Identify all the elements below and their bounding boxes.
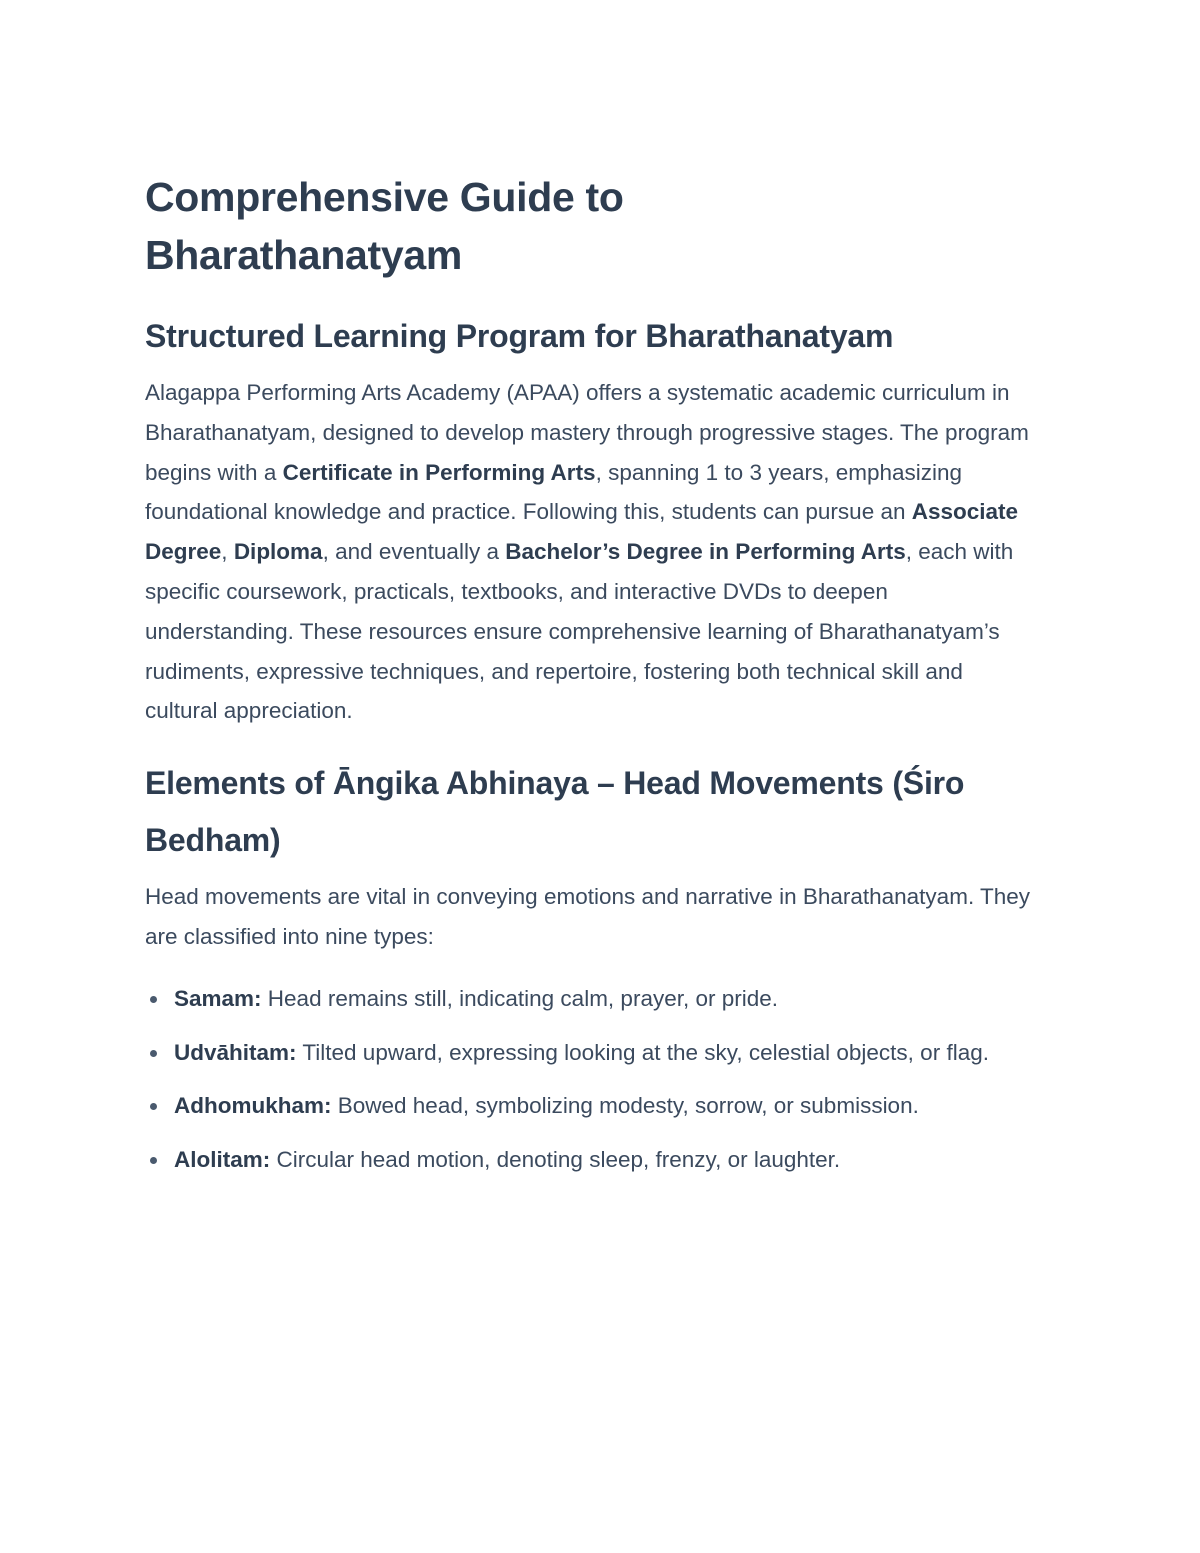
list-item-term: Alolitam: [174,1147,271,1173]
paragraph-segment: Alagappa Performing Arts Academy (APAA) offers a systematic academic curriculum in Bharathanatyam, designed to develop mastery through progressive stages. The program begins with a [145,380,1029,485]
bullet-dot-icon [150,1157,157,1164]
section-heading-structured-learning-program: Structured Learning Program for Bharathanatyam [145,318,894,354]
list-item [145,1140,1040,1180]
paragraph-head-movements-intro: Head movements are vital in conveying emotions and narrative in Bharathanatyam. They are classified into nine types: [145,884,1031,949]
list-item-term: Samam: [174,985,262,1011]
emphasis-diploma: Diploma [233,539,323,565]
page-title: Comprehensive Guide to Bharathanatyam [145,174,624,278]
bullet-dot-icon [150,1103,157,1110]
list-item-term: Udvāhitam: [174,1039,297,1065]
emphasis-associate-degree: Associate Degree [145,499,1019,565]
bullet-dot-icon [150,996,157,1003]
list-item [145,1086,1040,1126]
paragraph-program-overview [145,373,1038,731]
list-item-term: Adhomukham: [174,1093,332,1119]
paragraph-segment: , [221,539,234,565]
section-heading-angika-abhinaya: Elements of Āngika Abhinaya – Head Movements (Śiro Bedham) [145,765,965,859]
list-item-description: Head remains still, indicating calm, prayer, or pride. [261,985,779,1011]
paragraph-segment: , each with specific coursework, practicals, textbooks, and interactive DVDs to deepen understanding. These resources ensure comprehensive learning of Bharathanatyam’s rudiments, expressive techniques, and repertoire, fostering both technical skill and cultural appreciation. [145,539,1014,724]
head-movements-list [145,979,1040,1180]
list-item-description: Bowed head, symbolizing modesty, sorrow, or submission. [331,1093,919,1119]
list-item [145,1033,1040,1073]
paragraph-segment: , and eventually a [322,539,506,565]
paragraph-segment: , spanning 1 to 3 years, emphasizing foundational knowledge and practice. Following this, students can pursue an [145,459,963,525]
list-item-description: Tilted upward, expressing looking at the sky, celestial objects, or flag. [296,1039,989,1065]
emphasis-certificate-in-performing-arts: Certificate in Performing Arts [282,459,596,485]
emphasis-bachelors-degree: Bachelor’s Degree in Performing Arts [505,539,906,565]
list-item [145,979,1040,1019]
list-item-description: Circular head motion, denoting sleep, frenzy, or laughter. [270,1147,841,1173]
bullet-dot-icon [150,1050,157,1057]
